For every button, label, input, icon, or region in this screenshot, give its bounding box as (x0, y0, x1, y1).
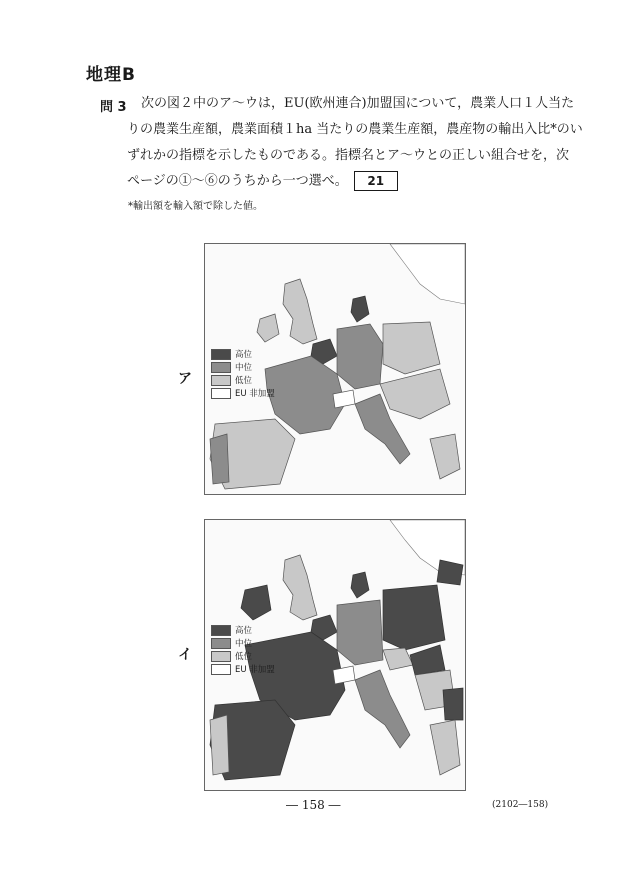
map-b (204, 519, 466, 791)
legend-a-high (211, 348, 275, 360)
document-code: (2102―158) (492, 800, 549, 810)
page-number: ― 158 ― (286, 798, 341, 812)
legend-low-label: 低位 (235, 376, 253, 386)
question-number: 問 3 (100, 100, 127, 115)
swatch-mid (211, 362, 231, 373)
swatch-mid (211, 638, 231, 649)
legend-b-low (211, 650, 275, 662)
legend-a-mid (211, 361, 275, 373)
question-line-4 (127, 171, 398, 191)
swatch-high (211, 625, 231, 636)
legend-non-eu-label: EU 非加盟 (235, 665, 275, 675)
swatch-low (211, 651, 231, 662)
map-a (204, 243, 466, 495)
legend-b-high (211, 624, 275, 636)
question-line-3: ずれかの指標を示したものである。指標名とア～ウとの正しい組合せを，次 (127, 148, 570, 163)
legend-low-label: 低位 (235, 652, 253, 662)
map-label-a: ア (178, 371, 192, 387)
legend-b-noneu (211, 663, 275, 675)
swatch-non-eu (211, 664, 231, 675)
question-line-2: りの農業生産額，農業面積１ha 当たりの農業生産額，農産物の輸出入比*のい (127, 122, 583, 137)
legend-a-low (211, 374, 275, 386)
legend-high-label: 高位 (235, 626, 253, 636)
swatch-non-eu (211, 388, 231, 399)
legend-mid-label: 中位 (235, 363, 253, 373)
map-label-b: イ (178, 647, 192, 663)
legend-high-label: 高位 (235, 350, 253, 360)
answer-box: 21 (354, 171, 398, 191)
footnote: *輸出額を輸入額で除した値。 (128, 201, 263, 212)
legend-a-noneu (211, 387, 275, 399)
subject-title: 地理B (86, 65, 136, 85)
swatch-low (211, 375, 231, 386)
question-line-4-text: ページの①～⑥のうちから一つ選べ。 (127, 173, 348, 189)
swatch-high (211, 349, 231, 360)
legend-b (211, 624, 275, 676)
legend-a (211, 348, 275, 400)
question-line-1: 次の図２中のア～ウは，EU(欧州連合)加盟国について，農業人口１人当た (141, 96, 575, 111)
legend-b-mid (211, 637, 275, 649)
legend-mid-label: 中位 (235, 639, 253, 649)
legend-non-eu-label: EU 非加盟 (235, 389, 275, 399)
